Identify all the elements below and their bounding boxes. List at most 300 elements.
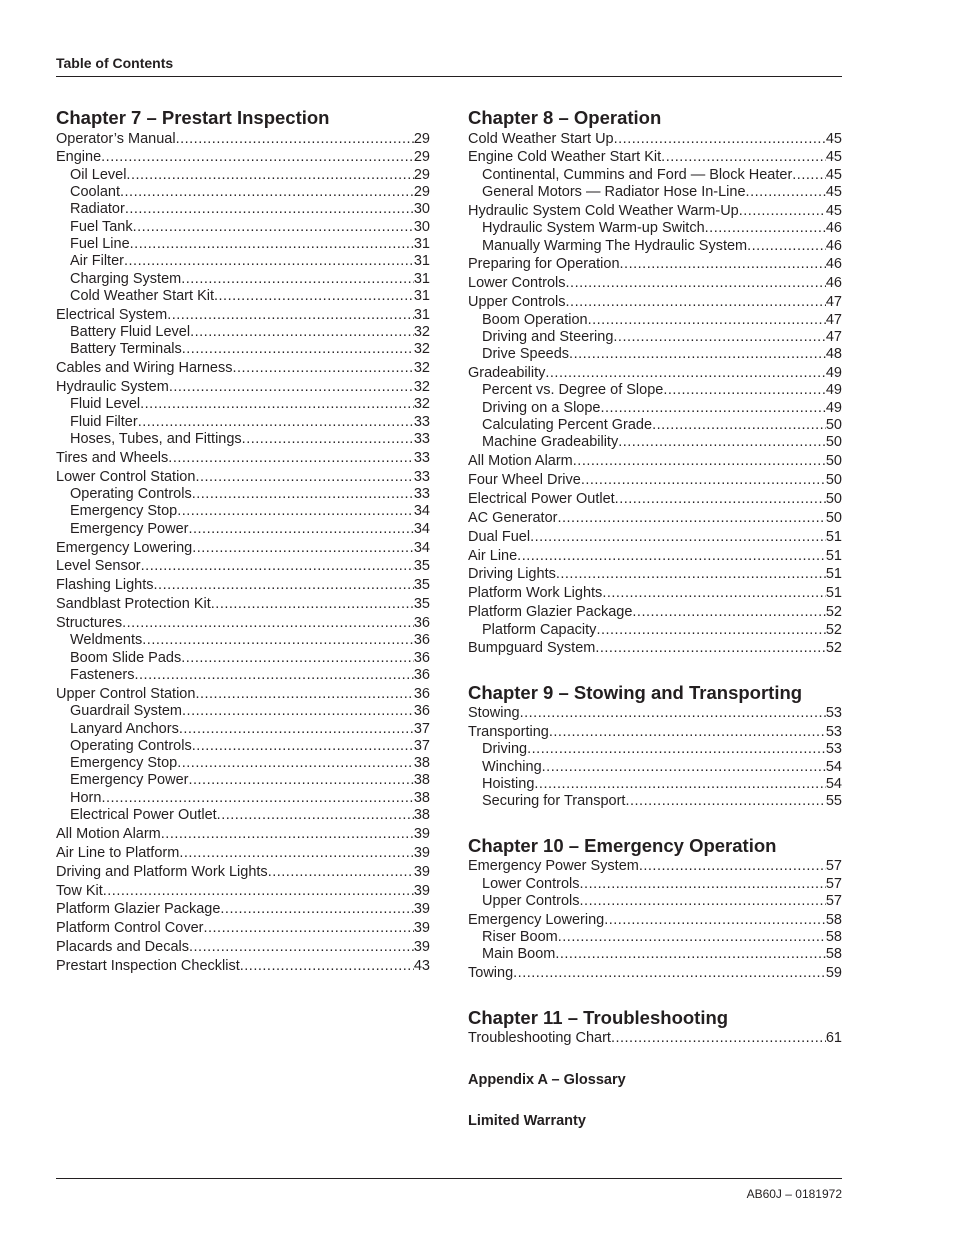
toc-entry[interactable] [56, 201, 430, 218]
toc-entry-page: 33 [413, 431, 430, 448]
limited-warranty-heading: Limited Warranty [468, 1113, 586, 1130]
toc-entry-label: Troubleshooting Chart [468, 1030, 611, 1047]
toc-entry-label: Electrical System [56, 306, 168, 323]
toc-entry[interactable] [468, 382, 842, 399]
dot-leader [195, 469, 413, 486]
toc-entry-label: Operating Controls [70, 486, 192, 503]
dot-leader [581, 472, 826, 489]
toc-entry-page: 39 [413, 825, 430, 842]
toc-entry[interactable] [56, 521, 430, 538]
toc-entry[interactable] [56, 738, 430, 755]
toc-entry-label: Transporting [468, 724, 549, 741]
toc-entry[interactable] [56, 939, 430, 956]
dot-leader [614, 131, 826, 148]
toc-entry[interactable] [468, 912, 842, 929]
chapter-title[interactable]: Chapter 10 – Emergency Operation [468, 834, 777, 856]
toc-entry-label: Lower Controls [482, 875, 580, 892]
toc-entry-page: 39 [413, 920, 430, 937]
toc-entry-page: 57 [825, 875, 842, 892]
dot-leader [632, 604, 825, 621]
toc-entry-page: 58 [825, 946, 842, 963]
toc-entry[interactable] [468, 705, 842, 722]
dot-leader [192, 540, 414, 557]
toc-entry-page: 45 [825, 184, 842, 201]
toc-entry-page: 50 [825, 416, 842, 433]
toc-entry[interactable] [468, 256, 842, 273]
dot-leader [203, 920, 413, 937]
toc-entry-page: 53 [825, 705, 842, 722]
toc-entry[interactable] [56, 920, 430, 937]
toc-entry[interactable] [56, 469, 430, 486]
dot-leader [557, 510, 825, 527]
toc-entry-page: 45 [825, 202, 842, 219]
toc-entry-label: Coolant [70, 184, 120, 201]
toc-entry-page: 32 [413, 360, 430, 377]
toc-entry-page: 45 [825, 130, 842, 147]
toc-entry-label: Oil Level [70, 166, 127, 183]
toc-entry-page: 46 [825, 237, 842, 254]
dot-leader [124, 253, 414, 270]
dot-leader [661, 149, 826, 166]
toc-entry[interactable] [56, 219, 430, 236]
toc-entry-page: 53 [825, 724, 842, 741]
toc-entry[interactable] [56, 431, 430, 448]
toc-entry-page: 29 [413, 166, 430, 183]
toc-entry[interactable] [56, 807, 430, 824]
toc-entry[interactable] [56, 826, 430, 843]
toc-entry-label: Drive Speeds [482, 346, 570, 363]
toc-entry[interactable] [56, 253, 430, 270]
toc-entry-page: 33 [413, 468, 430, 485]
toc-entry-page: 51 [825, 547, 842, 564]
toc-entry-label: General Motors — Radiator Hose In-Line [482, 184, 746, 201]
toc-entry[interactable] [56, 632, 430, 649]
toc-entry[interactable] [468, 724, 842, 741]
appendix-a-heading: Appendix A – Glossary [468, 1072, 626, 1089]
toc-entry-label: Stowing [468, 705, 520, 722]
toc-entry-label: Weldments [70, 632, 143, 649]
dot-leader [513, 965, 826, 982]
toc-entry-label: Calculating Percent Grade [482, 416, 653, 433]
toc-entry-label: Emergency Stop [70, 503, 178, 520]
toc-entry-page: 58 [825, 929, 842, 946]
toc-entry[interactable] [468, 434, 842, 451]
dot-leader [268, 864, 414, 881]
toc-entry-label: Air Line [468, 547, 518, 564]
dot-leader [242, 431, 414, 448]
toc-entry-label: AC Generator [468, 509, 558, 526]
dot-leader [573, 453, 826, 470]
toc-entry-page: 45 [825, 166, 842, 183]
dot-leader [188, 772, 413, 789]
toc-entry-label: Engine Cold Weather Start Kit [468, 149, 662, 166]
dot-leader [580, 876, 826, 893]
toc-entry[interactable] [56, 721, 430, 738]
toc-entry-label: Level Sensor [56, 558, 141, 575]
toc-entry-page: 39 [413, 901, 430, 918]
toc-entry[interactable] [468, 275, 842, 292]
toc-entry-label: Hydraulic System [56, 379, 169, 396]
toc-entry-page: 29 [413, 130, 430, 147]
toc-entry-page: 47 [825, 311, 842, 328]
dot-leader [140, 396, 414, 413]
toc-entry[interactable] [56, 901, 430, 918]
toc-entry-page: 38 [413, 772, 430, 789]
toc-entry-label: Placards and Decals [56, 939, 189, 956]
toc-entry-page: 29 [413, 149, 430, 166]
dot-leader [580, 893, 826, 910]
toc-entry-label: Tires and Wheels [56, 449, 169, 466]
chapter-section [468, 835, 842, 983]
toc-entry[interactable] [56, 650, 430, 667]
toc-entry-label: Hoisting [482, 776, 535, 793]
dot-leader [179, 845, 414, 862]
toc-entry[interactable] [468, 417, 842, 434]
toc-entry-label: Operating Controls [70, 737, 192, 754]
toc-entry[interactable] [468, 472, 842, 489]
toc-entry-label: Dual Fuel [468, 528, 531, 545]
dot-leader [705, 220, 826, 237]
toc-entry[interactable] [468, 184, 842, 201]
toc-entry[interactable] [56, 149, 430, 166]
toc-entry-page: 30 [413, 218, 430, 235]
toc-entry[interactable] [468, 220, 842, 237]
dot-leader [122, 615, 414, 632]
toc-entry-page: 33 [413, 449, 430, 466]
toc-entry-page: 36 [413, 703, 430, 720]
dot-leader [154, 577, 414, 594]
toc-entry[interactable] [468, 453, 842, 470]
toc-entry-page: 33 [413, 486, 430, 503]
toc-entry-page: 36 [413, 649, 430, 666]
dot-leader [141, 558, 414, 575]
toc-entry[interactable] [56, 615, 430, 632]
dot-leader [746, 184, 826, 201]
toc-entry-label: Cold Weather Start Kit [70, 287, 214, 304]
dot-leader [189, 939, 414, 956]
toc-entry[interactable] [468, 312, 842, 329]
dot-leader [639, 858, 826, 875]
toc-entry-page: 35 [413, 558, 430, 575]
toc-entry[interactable] [56, 845, 430, 862]
dot-leader [177, 755, 414, 772]
toc-entry-page: 50 [825, 509, 842, 526]
toc-entry[interactable] [56, 686, 430, 703]
toc-entry-page: 39 [413, 939, 430, 956]
toc-entry[interactable] [56, 703, 430, 720]
toc-entry-page: 34 [413, 520, 430, 537]
toc-entry[interactable] [56, 236, 430, 253]
toc-entry[interactable] [468, 946, 842, 963]
chapter-title[interactable]: Chapter 9 – Stowing and Transporting [468, 681, 803, 703]
toc-entry-page: 37 [413, 737, 430, 754]
chapter-title[interactable]: Chapter 8 – Operation [468, 107, 662, 128]
toc-entry[interactable] [56, 271, 430, 288]
dot-leader [739, 203, 826, 220]
toc-entry-page: 39 [413, 844, 430, 861]
toc-entry[interactable] [468, 400, 842, 417]
toc-entry-page: 37 [413, 720, 430, 737]
toc-entry[interactable] [56, 167, 430, 184]
toc-entry-page: 38 [413, 807, 430, 823]
toc-entry-page: 32 [413, 396, 430, 413]
toc-entry-page: 47 [825, 328, 842, 345]
dot-leader [625, 793, 825, 810]
toc-entry-page: 48 [825, 346, 842, 363]
toc-entry[interactable] [468, 776, 842, 793]
dot-leader [792, 167, 826, 184]
toc-entry[interactable] [468, 858, 842, 875]
dot-leader [177, 503, 414, 520]
dot-leader [613, 329, 825, 346]
chapter-section [468, 1007, 842, 1048]
toc-entry-page: 46 [825, 275, 842, 292]
toc-entry[interactable] [56, 184, 430, 201]
toc-entry-page: 31 [413, 306, 430, 323]
toc-entry[interactable] [468, 529, 842, 546]
toc-entry[interactable] [468, 167, 842, 184]
toc-entry-label: Electrical Power Outlet [468, 490, 615, 507]
toc-entry[interactable] [56, 414, 430, 431]
toc-entry-label: Charging System [70, 270, 182, 287]
toc-entry-label: Cables and Wiring Harness [56, 360, 233, 377]
toc-entry-label: Main Boom [482, 946, 556, 963]
toc-entry[interactable] [56, 596, 430, 613]
dot-leader [217, 807, 414, 824]
toc-entry[interactable] [56, 131, 430, 148]
toc-entry[interactable] [468, 876, 842, 893]
dot-leader [601, 400, 826, 417]
toc-entry[interactable] [468, 238, 842, 255]
toc-entry[interactable] [468, 640, 842, 657]
toc-entry[interactable] [468, 793, 842, 810]
toc-entry-label: Fluid Level [70, 396, 141, 413]
toc-entry[interactable] [468, 929, 842, 946]
toc-entry-label: Lanyard Anchors [70, 720, 179, 737]
toc-entry[interactable] [468, 1030, 842, 1047]
dot-leader [602, 585, 826, 602]
toc-entry-page: 61 [825, 1030, 842, 1047]
toc-entry[interactable] [468, 294, 842, 311]
toc-entry[interactable] [56, 341, 430, 358]
toc-entry[interactable] [56, 288, 430, 305]
toc-entry[interactable] [468, 566, 842, 583]
dot-leader [133, 219, 414, 236]
page-footer [56, 1178, 842, 1201]
toc-entry-label: Boom Operation [482, 311, 588, 328]
toc-entry-page: 46 [825, 220, 842, 237]
toc-entry[interactable] [56, 667, 430, 684]
dot-leader [545, 365, 825, 382]
dot-leader [130, 236, 414, 253]
dot-leader [566, 294, 826, 311]
toc-entry-label: Battery Fluid Level [70, 324, 191, 341]
toc-entry[interactable] [56, 772, 430, 789]
toc-entry-page: 52 [825, 621, 842, 638]
toc-entry-label: All Motion Alarm [468, 453, 573, 470]
toc-entry[interactable] [468, 346, 842, 363]
dot-leader [595, 640, 826, 657]
toc-entry-page: 50 [825, 490, 842, 507]
toc-entry-label: Air Line to Platform [56, 844, 180, 861]
toc-entry-label: Horn [70, 789, 102, 806]
toc-entry-page: 36 [413, 632, 430, 649]
toc-entry-page: 32 [413, 324, 430, 341]
dot-leader [214, 288, 414, 305]
page-header [56, 54, 842, 77]
toc-entry-label: Platform Glazier Package [56, 901, 221, 918]
dot-leader [182, 341, 414, 358]
toc-entry-label: Four Wheel Drive [468, 471, 581, 488]
toc-entry-page: 52 [825, 604, 842, 621]
toc-entry[interactable] [56, 379, 430, 396]
dot-leader [556, 566, 826, 583]
toc-entry-label: Towing [468, 965, 514, 982]
toc-entry-page: 51 [825, 528, 842, 545]
toc-entry-page: 31 [413, 287, 430, 304]
toc-entry-label: Manually Warming The Hydraulic System [482, 237, 748, 254]
toc-entry[interactable] [56, 324, 430, 341]
toc-entry[interactable] [468, 365, 842, 382]
dot-leader [620, 256, 826, 273]
toc-entry[interactable] [56, 883, 430, 900]
toc-entry-page: 51 [825, 566, 842, 583]
dot-leader [134, 667, 413, 684]
toc-entry[interactable] [56, 307, 430, 324]
toc-entry-page: 36 [413, 615, 430, 632]
toc-entry-label: Fluid Filter [70, 413, 138, 430]
toc-entry[interactable] [56, 486, 430, 503]
toc-entry[interactable] [468, 622, 842, 639]
toc-entry-label: Machine Gradeability [482, 434, 619, 451]
toc-entry-label: Cold Weather Start Up [468, 130, 614, 147]
dot-leader [179, 721, 414, 738]
toc-entry-page: 32 [413, 341, 430, 358]
toc-entry[interactable] [468, 510, 842, 527]
dot-leader [611, 1030, 826, 1047]
toc-entry-label: Battery Terminals [70, 341, 182, 358]
toc-entry-page: 47 [825, 294, 842, 311]
toc-entry-label: Emergency Lowering [56, 539, 193, 556]
toc-entry[interactable] [56, 755, 430, 772]
toc-entry[interactable] [468, 329, 842, 346]
toc-entry[interactable] [56, 558, 430, 575]
dot-leader [181, 271, 414, 288]
toc-entry[interactable] [468, 149, 842, 166]
dot-leader [555, 946, 826, 963]
dot-leader [168, 450, 414, 467]
toc-entry[interactable] [468, 548, 842, 565]
toc-entry-page: 50 [825, 434, 842, 451]
dot-leader [182, 703, 414, 720]
toc-entry[interactable] [56, 864, 430, 881]
toc-entry-label: Driving [482, 741, 528, 758]
toc-entry-label: Platform Control Cover [56, 920, 204, 937]
dot-leader [747, 238, 826, 255]
toc-entry-page: 31 [413, 270, 430, 287]
dot-leader [126, 167, 413, 184]
toc-entry[interactable] [468, 491, 842, 508]
toc-entry[interactable] [468, 893, 842, 910]
toc-entry-label: Operator’s Manual [56, 130, 176, 147]
dot-leader [652, 417, 826, 434]
toc-entry-page: 32 [413, 379, 430, 396]
toc-entry-page: 34 [413, 539, 430, 556]
chapter-section [468, 107, 842, 658]
chapter-section [468, 682, 842, 811]
toc-entry-label: Lower Control Station [56, 468, 196, 485]
toc-entry[interactable] [56, 540, 430, 557]
toc-entry[interactable] [56, 958, 430, 975]
dot-leader [596, 622, 825, 639]
dot-leader [534, 776, 825, 793]
chapter-title[interactable]: Chapter 7 – Prestart Inspection [56, 107, 330, 128]
toc-entry[interactable] [468, 759, 842, 776]
toc-entry[interactable] [468, 604, 842, 621]
dot-leader [615, 491, 826, 508]
dot-leader [188, 521, 413, 538]
toc-entry-label: Bumpguard System [468, 640, 596, 657]
toc-entry-label: Securing for Transport [482, 793, 626, 810]
toc-entry[interactable] [56, 450, 430, 467]
toc-entry-page: 43 [413, 958, 430, 975]
dot-leader [588, 312, 826, 329]
toc-entry-page: 34 [413, 503, 430, 520]
dot-leader [101, 790, 413, 807]
toc-entry-page: 39 [413, 882, 430, 899]
toc-entry-label: Driving on a Slope [482, 399, 601, 416]
toc-entry[interactable] [56, 360, 430, 377]
dot-leader [663, 382, 826, 399]
document-number: AB60J – 0181972 [746, 1187, 842, 1201]
toc-entry[interactable] [468, 203, 842, 220]
dot-leader [517, 548, 826, 565]
dot-leader [211, 596, 414, 613]
chapter-title[interactable]: Chapter 11 – Troubleshooting [468, 1006, 729, 1028]
toc-entry-label: Upper Control Station [56, 685, 196, 702]
toc-entry-label: Gradeability [468, 365, 546, 382]
toc-entry[interactable] [468, 585, 842, 602]
toc-entry-label: Driving and Steering [482, 328, 614, 345]
toc-entry-label: Winching [482, 758, 542, 775]
dot-leader [190, 324, 414, 341]
toc-entry[interactable] [56, 396, 430, 413]
toc-entry-page: 46 [825, 256, 842, 273]
toc-entry-page: 49 [825, 399, 842, 416]
toc-entry-label: Lower Controls [468, 275, 566, 292]
toc-entry-page: 52 [825, 640, 842, 657]
toc-entry[interactable] [56, 503, 430, 520]
header-title: Table of Contents [56, 55, 174, 71]
toc-entry[interactable] [468, 131, 842, 148]
toc-entry[interactable] [56, 577, 430, 594]
toc-entry-label: Driving and Platform Work Lights [56, 863, 268, 880]
dot-leader [240, 958, 414, 975]
toc-entry-label: Emergency Power [70, 772, 189, 789]
toc-entry-page: 35 [413, 577, 430, 594]
toc-entry[interactable] [56, 790, 430, 807]
toc-entry-page: 54 [825, 758, 842, 775]
toc-entry[interactable] [468, 741, 842, 758]
toc-entry-label: Upper Controls [468, 294, 566, 311]
dot-leader [549, 724, 826, 741]
toc-entry-label: Tow Kit [56, 882, 103, 899]
toc-right-column [468, 107, 842, 1130]
dot-leader [169, 379, 414, 396]
dot-leader [192, 486, 414, 503]
toc-entry-page: 49 [825, 365, 842, 382]
toc-entry[interactable] [468, 965, 842, 982]
